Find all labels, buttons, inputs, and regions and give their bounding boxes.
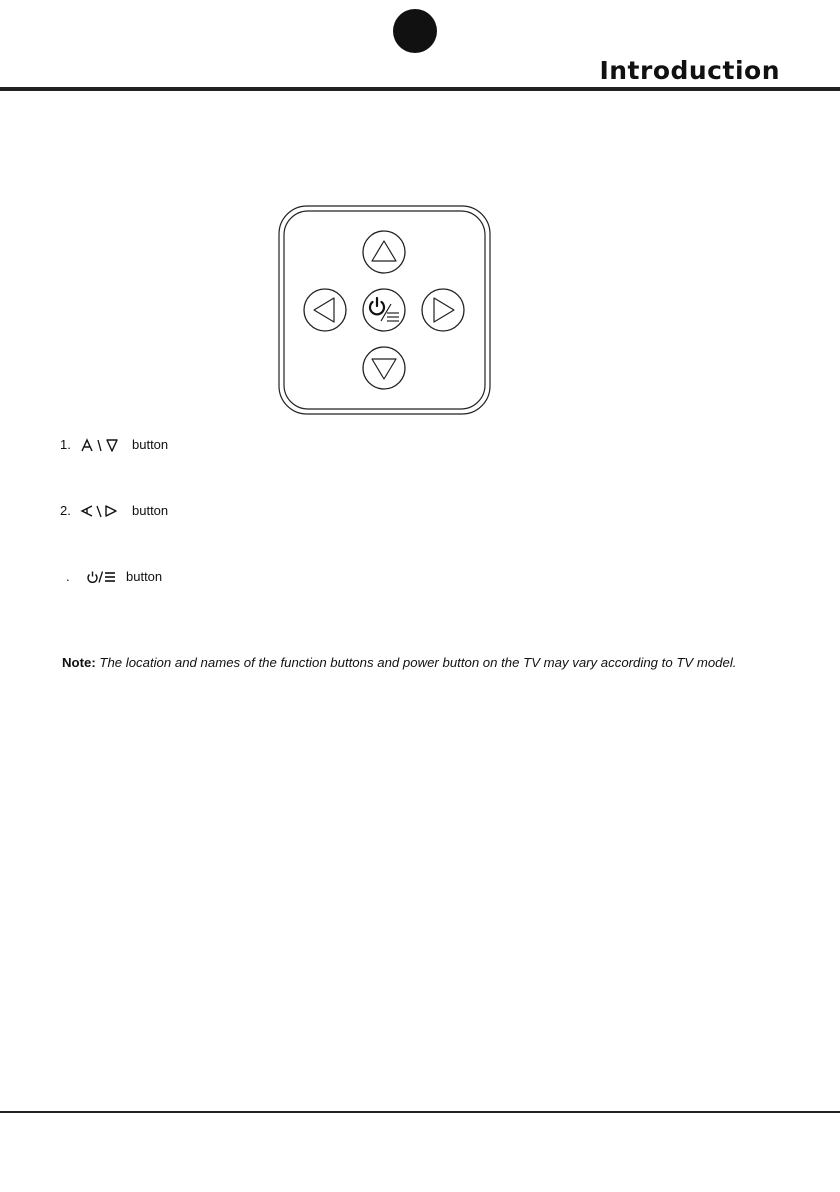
- power-menu-icon: [86, 570, 120, 584]
- item-number: .: [66, 569, 70, 584]
- item-number: 1.: [60, 437, 71, 452]
- item-label: button: [132, 437, 169, 452]
- down-arrow-icon: [372, 359, 396, 379]
- footer-divider: [0, 1111, 840, 1113]
- item-label: button: [126, 569, 163, 584]
- tv-control-panel-illustration: [278, 205, 491, 415]
- note-colon: :: [91, 655, 96, 670]
- item-label: button: [132, 503, 169, 518]
- note-body: The location and names of the function buttons and power button on the TV may vary according to TV model.: [95, 655, 737, 670]
- note-label: Note: [62, 655, 92, 670]
- right-button: [422, 289, 464, 331]
- list-item: [60, 437, 168, 452]
- item-number: 2.: [60, 503, 71, 518]
- note-text: [62, 655, 736, 670]
- list-item: [66, 569, 162, 584]
- right-arrow-icon: [434, 298, 454, 322]
- left-arrow-icon: [314, 298, 334, 322]
- up-button: [363, 231, 405, 273]
- power-menu-icon: [370, 298, 399, 321]
- section-title: Introduction: [599, 56, 780, 85]
- down-button: [363, 347, 405, 389]
- left-right-arrows-icon: [80, 504, 126, 518]
- header-divider: [0, 87, 840, 91]
- up-down-arrows-icon: [80, 438, 126, 452]
- power-menu-button: [363, 289, 405, 331]
- page-marker-dot: [393, 9, 437, 53]
- list-item: [60, 503, 168, 518]
- left-button: [304, 289, 346, 331]
- up-arrow-icon: [372, 241, 396, 261]
